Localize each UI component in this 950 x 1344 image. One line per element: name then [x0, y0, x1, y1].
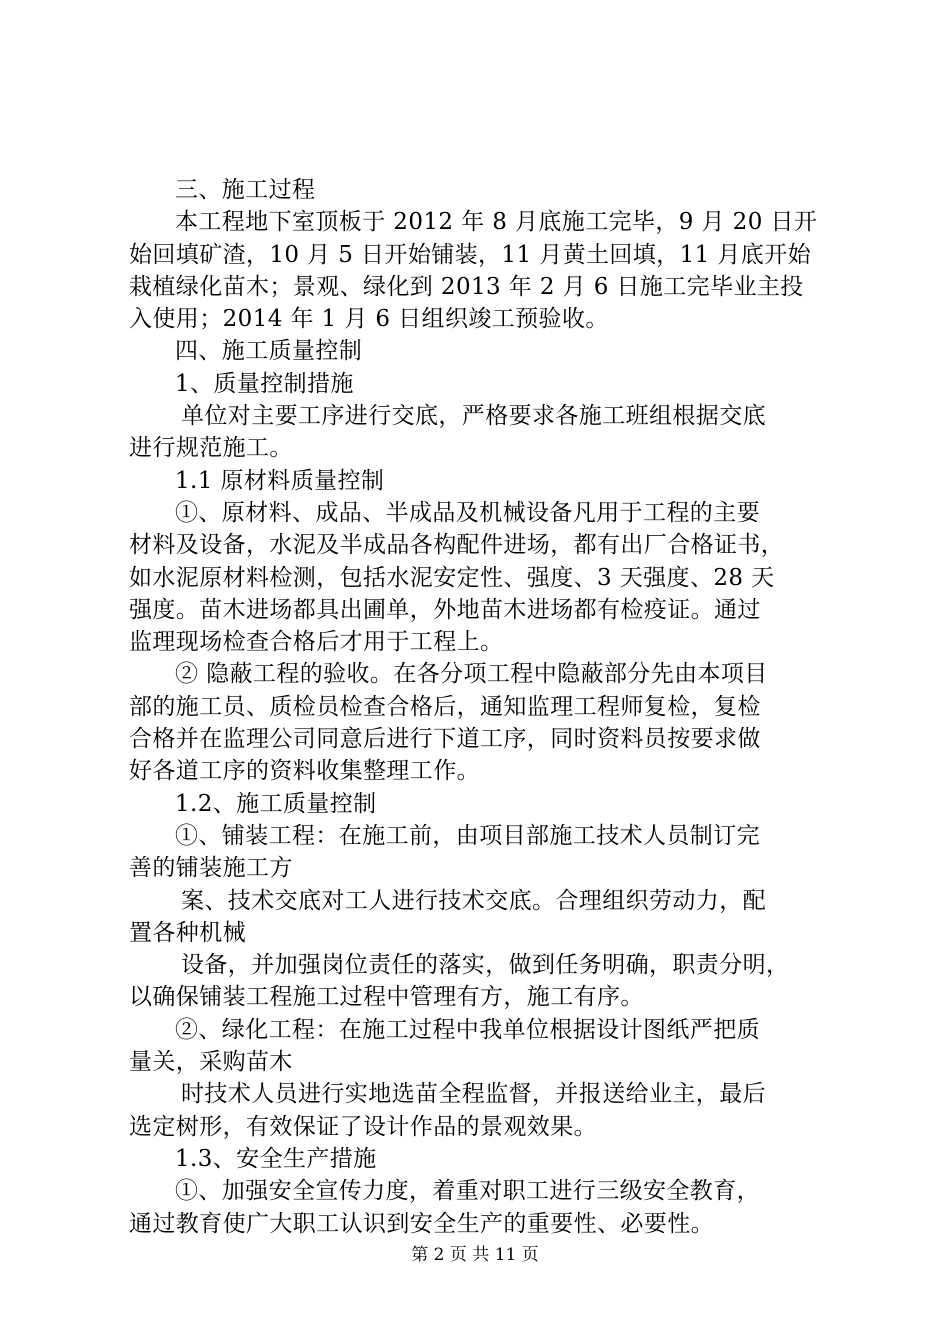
text-line: ①、原材料、成品、半成品及机械设备凡用于工程的主要: [175, 499, 760, 526]
text-line: 单位对主要工序进行交底，严格要求各施工班组根据交底: [181, 403, 766, 430]
text-line: 量关，采购苗木: [129, 1049, 293, 1076]
text-line: 1.2、施工质量控制: [175, 790, 377, 817]
text-line: 通过教育使广大职工认识到安全生产的重要性、必要性。: [129, 1210, 714, 1237]
text-line: 入使用；2014 年 1 月 6 日组织竣工预验收。: [129, 306, 609, 333]
document-body: [129, 174, 831, 1240]
page-footer: [0, 1244, 950, 1266]
text-line: 好各道工序的资料收集整理工作。: [129, 758, 480, 785]
text-line: 本工程地下室顶板于 2012 年 8 月底施工完毕，9 月 20 日开: [175, 209, 818, 236]
text-line: ①、加强安全宣传力度，着重对职工进行三级安全教育，: [175, 1178, 760, 1205]
text-line: 置各种机械: [129, 919, 246, 946]
text-line: 善的铺装施工方: [129, 855, 293, 882]
text-line: 监理现场检查合格后才用于工程上。: [129, 629, 504, 656]
text-line: 1.3、安全生产措施: [175, 1145, 377, 1172]
text-line: 部的施工员、质检员检查合格后，通知监理工程师复检，复检: [129, 693, 761, 720]
text-line: 栽植绿化苗木；景观、绿化到 2013 年 2 月 6 日施工完毕业主投: [129, 273, 804, 300]
text-line: 进行规范施工。: [129, 435, 293, 462]
text-line: 材料及设备，水泥及半成品各构配件进场，都有出厂合格证书，: [129, 532, 785, 559]
text-line: 强度。苗木进场都具出圃单，外地苗木进场都有检疫证。通过: [129, 596, 761, 623]
text-line: ①、铺装工程：在施工前，由项目部施工技术人员制订完: [175, 822, 760, 849]
text-line: 以确保铺装工程施工过程中管理有方，施工有序。: [129, 984, 644, 1011]
text-line: ② 隐蔽工程的验收。在各分项工程中隐蔽部分先由本项目: [175, 661, 768, 688]
text-line: 三、施工过程: [175, 177, 316, 203]
text-line: 案、技术交底对工人进行技术交底。合理组织劳动力，配: [181, 887, 766, 914]
text-line: 1.1 原材料质量控制: [175, 467, 385, 494]
text-line: 选定树形，有效保证了设计作品的景观效果。: [129, 1113, 597, 1140]
text-line: 始回填矿渣，10 月 5 日开始铺装，11 月黄土回填，11 月底开始: [129, 241, 811, 268]
page-number: 第 2 页 共 11 页: [411, 1245, 539, 1265]
text-line: 1、质量控制措施: [175, 370, 354, 397]
text-line: ②、绿化工程：在施工过程中我单位根据设计图纸严把质: [175, 1016, 760, 1043]
text-line: 设备，并加强岗位责任的落实，做到任务明确，职责分明，: [181, 952, 790, 979]
text-line: 四、施工质量控制: [175, 338, 363, 365]
text-line: 时技术人员进行实地选苗全程监督，并报送给业主，最后: [181, 1081, 766, 1108]
text-line: 合格并在监理公司同意后进行下道工序，同时资料员按要求做: [129, 726, 761, 753]
text-line: 如水泥原材料检测，包括水泥安定性、强度、3 天强度、28 天: [129, 564, 775, 591]
